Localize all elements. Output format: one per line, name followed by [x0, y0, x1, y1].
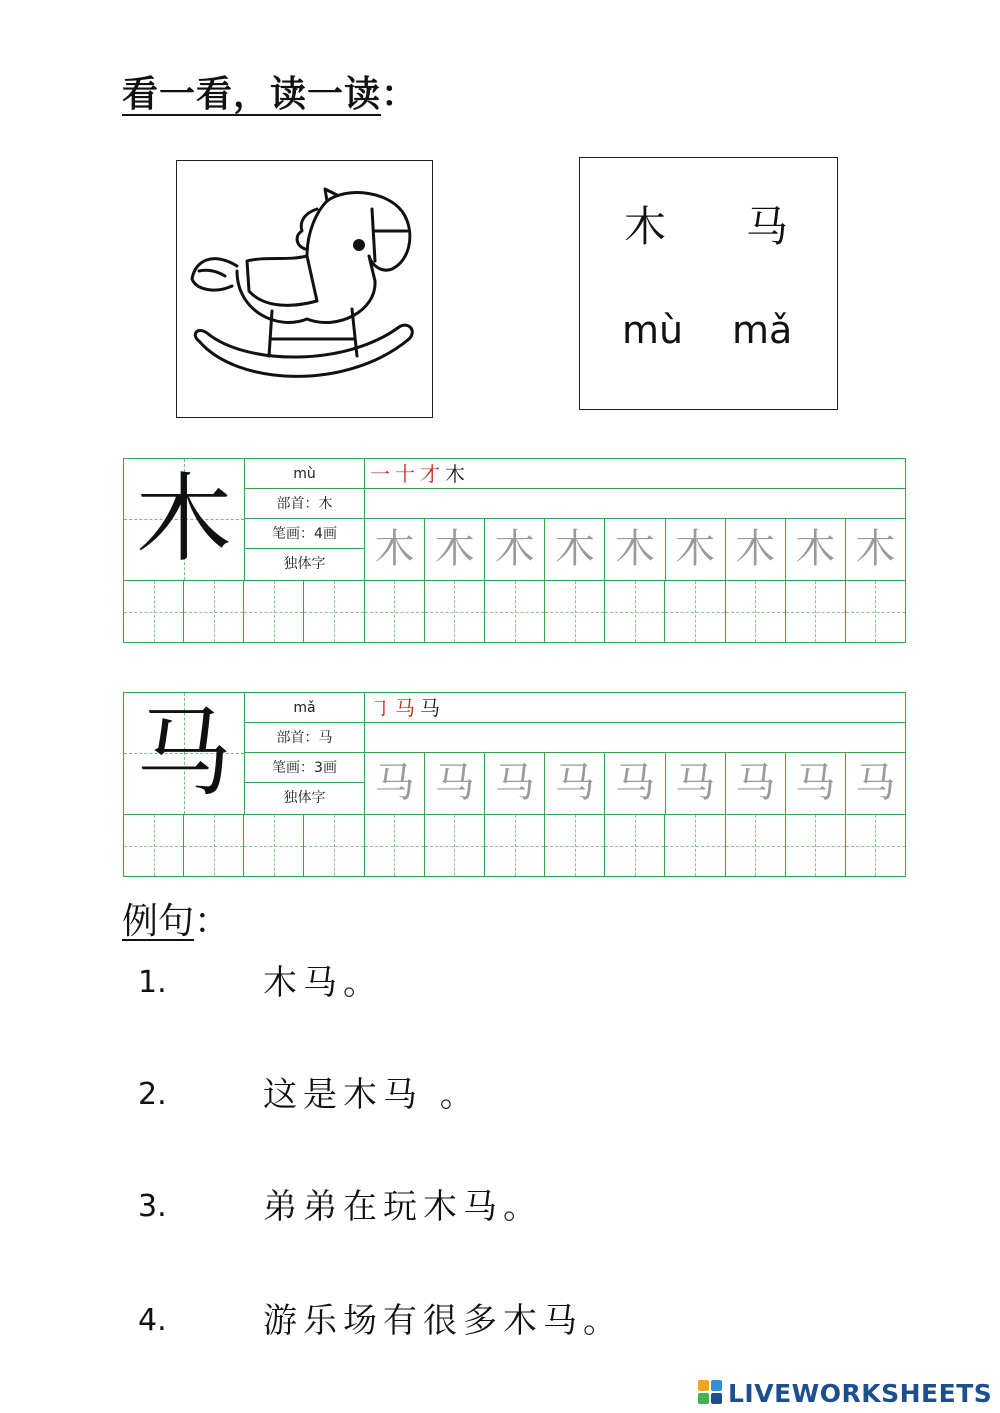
sentence-text: 弟弟在玩木马。 — [263, 1187, 543, 1227]
trace-cell[interactable]: 马 — [845, 753, 905, 814]
practice-cell[interactable] — [424, 581, 484, 642]
char-radical: 部首：木 — [245, 489, 364, 519]
sentence-text: 这是木马 。 — [263, 1075, 480, 1115]
trace-row — [365, 753, 905, 814]
practice-cell[interactable] — [183, 815, 243, 876]
char-info — [245, 693, 365, 814]
practice-grid — [124, 580, 905, 642]
practice-cell[interactable] — [664, 815, 724, 876]
practice-cell[interactable] — [785, 581, 845, 642]
stroke-order — [365, 459, 905, 489]
practice-cell[interactable] — [183, 581, 243, 642]
sentence-number: 3. — [138, 1189, 167, 1224]
practice-cell[interactable] — [544, 815, 604, 876]
char-stroke-count: 笔画：4画 — [245, 519, 364, 549]
practice-cell[interactable] — [725, 581, 785, 642]
word-box — [579, 157, 838, 410]
sentence-text: 游乐场有很多木马。 — [263, 1301, 623, 1341]
trace-cell[interactable]: 木 — [845, 519, 905, 580]
stroke-step: ㇆ — [370, 696, 390, 720]
stroke-order — [365, 693, 905, 723]
sentence-number: 1. — [138, 965, 167, 1000]
char-stroke-count: 笔画：3画 — [245, 753, 364, 783]
big-char: 木 — [136, 463, 232, 575]
sentence-number: 2. — [138, 1077, 167, 1112]
stroke-step: 马 — [395, 696, 415, 720]
trace-cell[interactable]: 木 — [604, 519, 664, 580]
char-structure: 独体字 — [283, 556, 326, 572]
char-card-mu — [123, 458, 906, 643]
trace-cell[interactable]: 木 — [725, 519, 785, 580]
liveworksheets-logo[interactable] — [698, 1378, 992, 1408]
trace-cell[interactable]: 马 — [665, 753, 725, 814]
stroke-step: 十 — [395, 462, 415, 486]
picture-frame — [176, 160, 433, 418]
char-card-ma — [123, 692, 906, 877]
sentence-number: 4. — [138, 1303, 167, 1338]
char-structure: 独体字 — [283, 790, 326, 806]
page-title — [122, 70, 418, 120]
rocking-horse-icon — [177, 161, 431, 416]
liveworksheets-icon — [698, 1380, 724, 1406]
practice-cell[interactable] — [604, 815, 664, 876]
big-char-cell — [124, 693, 245, 814]
practice-cell[interactable] — [664, 581, 724, 642]
trace-cell[interactable]: 马 — [604, 753, 664, 814]
practice-cell[interactable] — [424, 815, 484, 876]
trace-cell[interactable]: 木 — [785, 519, 845, 580]
practice-cell[interactable] — [303, 815, 363, 876]
trace-cell[interactable]: 马 — [725, 753, 785, 814]
trace-cell[interactable]: 木 — [665, 519, 725, 580]
practice-cell[interactable] — [364, 581, 424, 642]
practice-cell[interactable] — [484, 815, 544, 876]
trace-cell[interactable]: 马 — [424, 753, 484, 814]
big-char: 马 — [136, 697, 232, 809]
liveworksheets-text: LIVEWORKSHEETS — [728, 1378, 993, 1408]
trace-cell[interactable]: 马 — [374, 760, 415, 806]
stroke-step: 木 — [445, 462, 465, 486]
char-radical: 部首：马 — [245, 723, 364, 753]
practice-cell[interactable] — [604, 581, 664, 642]
word-pinyin-ma: mǎ — [732, 308, 793, 352]
examples-heading — [122, 898, 230, 946]
practice-cell[interactable] — [785, 815, 845, 876]
practice-cell[interactable] — [243, 815, 303, 876]
trace-row — [365, 519, 905, 580]
trace-cell[interactable]: 木 — [374, 526, 415, 572]
big-char-cell — [124, 459, 245, 580]
char-info — [245, 459, 365, 580]
char-pinyin: mù — [245, 459, 364, 489]
trace-cell[interactable]: 马 — [785, 753, 845, 814]
practice-cell[interactable] — [845, 815, 905, 876]
practice-cell[interactable] — [303, 581, 363, 642]
title-colon: ： — [381, 74, 419, 115]
stroke-step: 一 — [370, 462, 390, 486]
stroke-step: 才 — [420, 462, 440, 486]
title-text: 看一看，读一读 — [122, 74, 382, 115]
word-pinyin-mu: mù — [622, 308, 684, 352]
word-char-mu: 木 — [624, 202, 667, 251]
char-pinyin: mǎ — [245, 693, 364, 723]
practice-cell[interactable] — [845, 581, 905, 642]
examples-title: 例句 — [122, 901, 195, 942]
practice-grid — [124, 814, 905, 876]
stroke-step: 马 — [420, 696, 440, 720]
practice-cell[interactable] — [243, 581, 303, 642]
trace-cell[interactable]: 木 — [424, 519, 484, 580]
practice-cell[interactable] — [484, 581, 544, 642]
blank-row — [365, 723, 905, 753]
trace-cell[interactable]: 马 — [544, 753, 604, 814]
practice-cell[interactable] — [124, 581, 183, 642]
practice-cell[interactable] — [124, 815, 183, 876]
practice-cell[interactable] — [725, 815, 785, 876]
practice-cell[interactable] — [544, 581, 604, 642]
sentence-text: 木马。 — [263, 963, 383, 1003]
trace-cell[interactable]: 马 — [484, 753, 544, 814]
blank-row — [365, 489, 905, 519]
practice-cell[interactable] — [364, 815, 424, 876]
examples-colon: ： — [194, 901, 231, 942]
trace-cell[interactable]: 木 — [484, 519, 544, 580]
word-char-ma: 马 — [746, 202, 789, 251]
trace-cell[interactable]: 木 — [544, 519, 604, 580]
